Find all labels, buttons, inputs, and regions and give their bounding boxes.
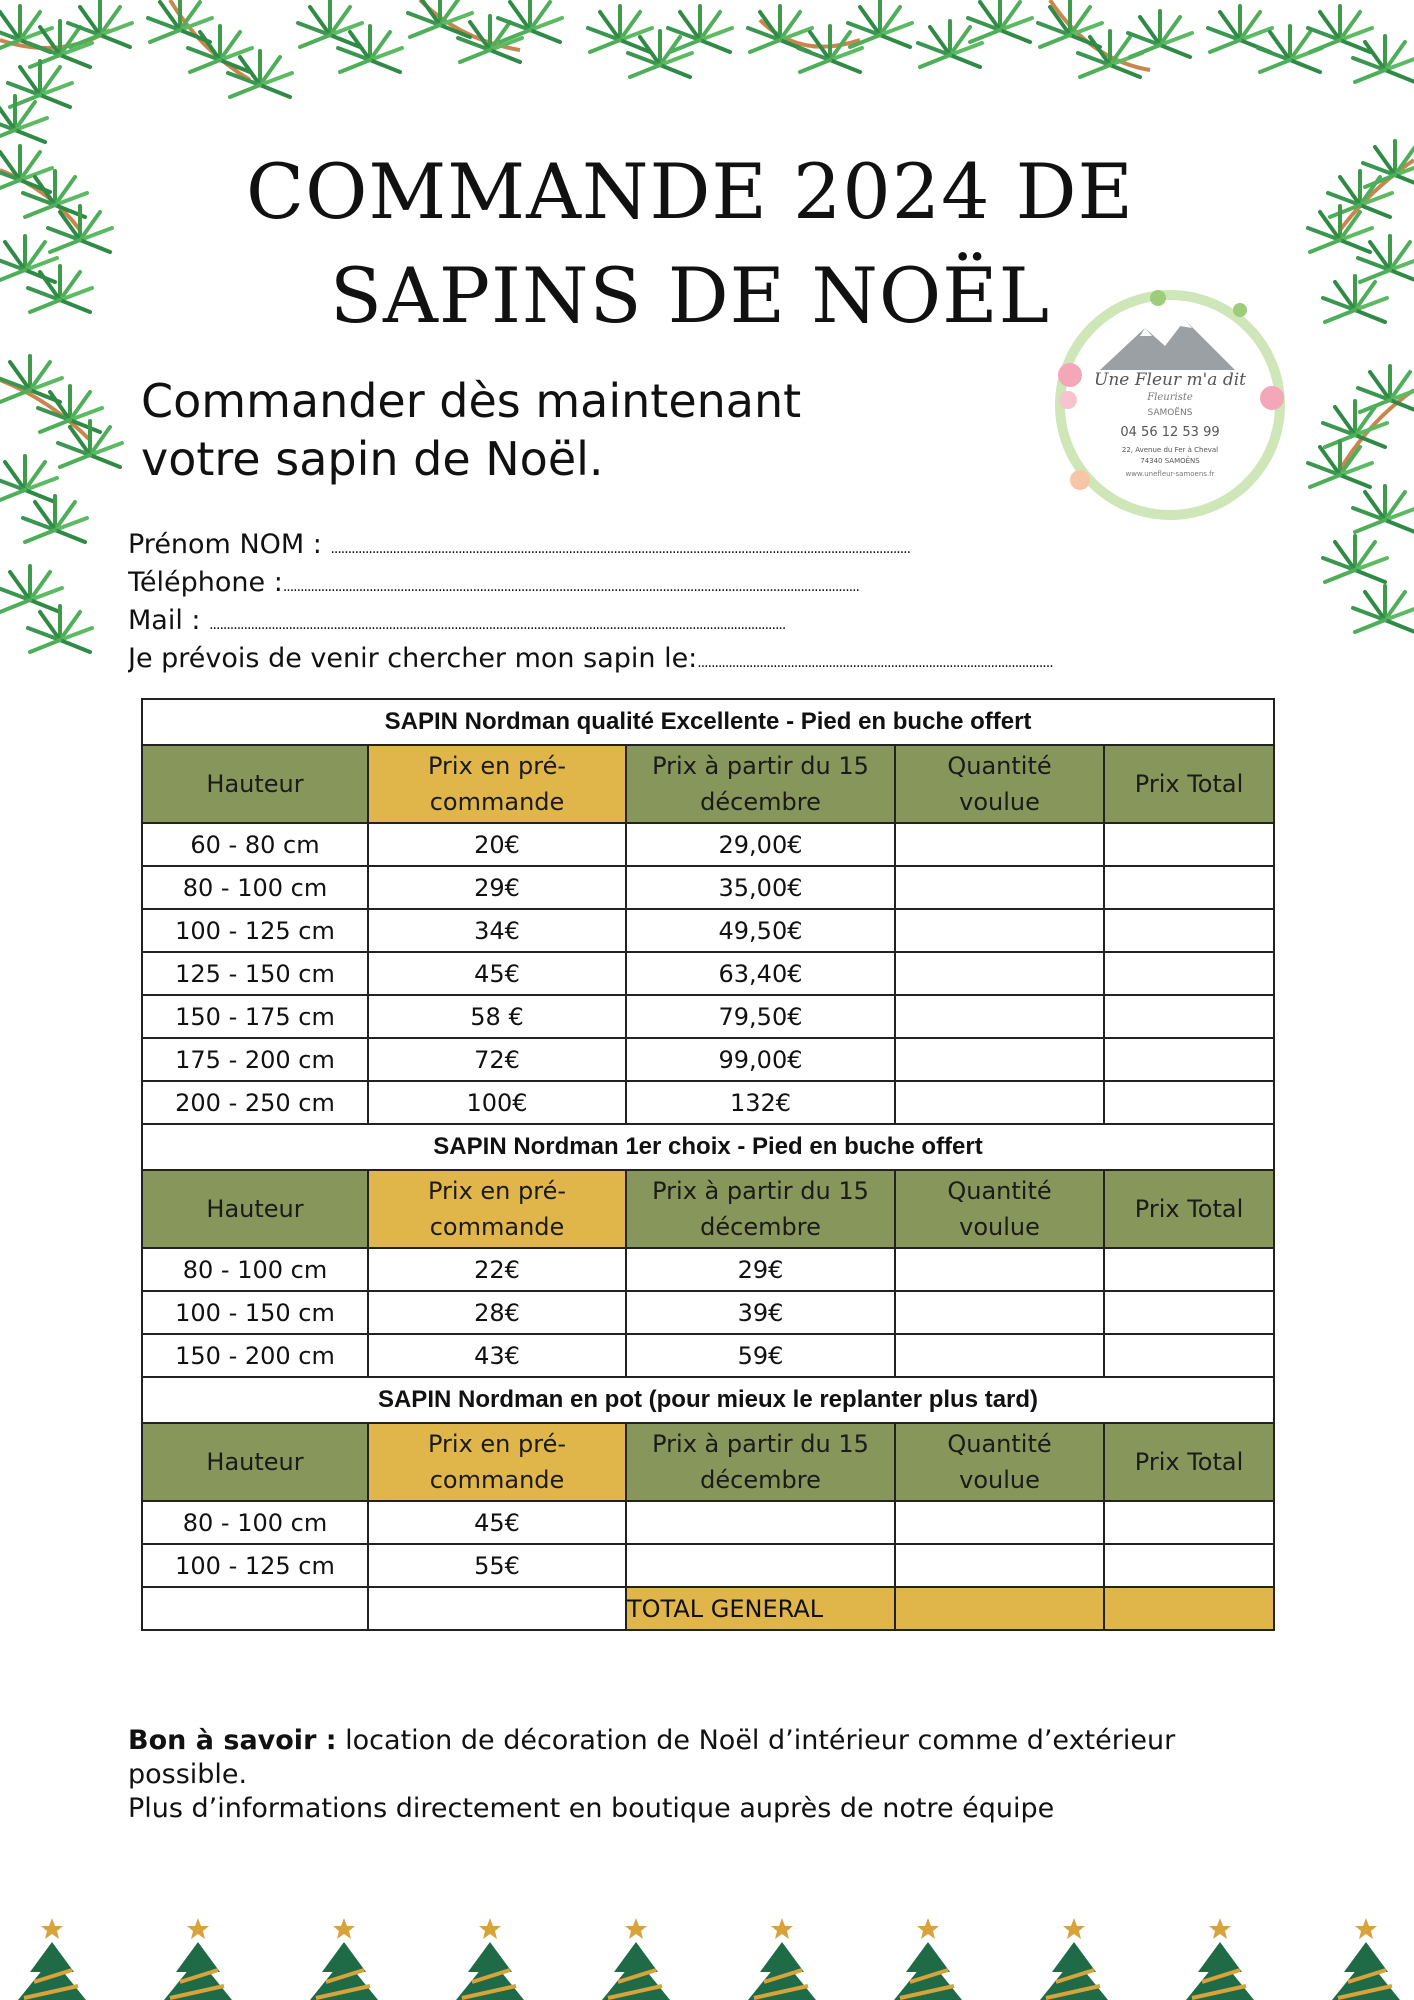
- christmas-tree-icon: [310, 1918, 378, 2000]
- row-total-cell[interactable]: [1104, 909, 1274, 952]
- grand-total-cell[interactable]: [1104, 1587, 1274, 1630]
- quantity-input-cell[interactable]: [895, 1081, 1104, 1124]
- column-header-preorder: Prix en pré- commande: [368, 1170, 626, 1248]
- table-row: [142, 1248, 1274, 1291]
- row-total-cell[interactable]: [1104, 1334, 1274, 1377]
- preorder-price-cell: 28€: [368, 1291, 626, 1334]
- empty-cell: [142, 1587, 368, 1630]
- tree-border-decoration: [0, 1910, 1414, 2000]
- table-row: [142, 995, 1274, 1038]
- total-label-cell: TOTAL GENERAL: [626, 1587, 895, 1630]
- preorder-price-cell: 45€: [368, 1501, 626, 1544]
- column-header-height: Hauteur: [142, 1423, 368, 1501]
- after-price-cell: 29€: [626, 1248, 895, 1291]
- quantity-input-cell[interactable]: [895, 1038, 1104, 1081]
- column-header-total: Prix Total: [1104, 1170, 1274, 1248]
- preorder-price-cell: 100€: [368, 1081, 626, 1124]
- subtitle-line-1: Commander dès maintenant: [141, 374, 802, 428]
- name-label: Prénom NOM :: [128, 529, 331, 560]
- height-cell: 80 - 100 cm: [142, 1501, 368, 1544]
- title-line-1: COMMANDE 2024 DE: [245, 147, 1135, 236]
- column-header-total: Prix Total: [1104, 745, 1274, 823]
- height-cell: 100 - 150 cm: [142, 1291, 368, 1334]
- table-row: [142, 1291, 1274, 1334]
- info-note: [128, 1724, 1278, 1826]
- after-price-cell: [626, 1501, 895, 1544]
- christmas-tree-icon: [894, 1918, 962, 2000]
- height-cell: 150 - 200 cm: [142, 1334, 368, 1377]
- price-table: [141, 698, 1275, 1631]
- section-title-row: [142, 1124, 1274, 1170]
- height-cell: 175 - 200 cm: [142, 1038, 368, 1081]
- height-cell: 80 - 100 cm: [142, 1248, 368, 1291]
- pickup-date-field[interactable]: Je prévois de venir chercher mon sapin le:.......................................................................................................: [128, 643, 1053, 674]
- table-row: [142, 909, 1274, 952]
- christmas-tree-icon: [164, 1918, 232, 2000]
- row-total-cell[interactable]: [1104, 1248, 1274, 1291]
- column-header-after: Prix à partir du 15 décembre: [626, 1423, 895, 1501]
- height-cell: 200 - 250 cm: [142, 1081, 368, 1124]
- logo-address-1: 22, Avenue du Fer à Cheval: [1121, 446, 1219, 454]
- total-spacer-cell: [895, 1587, 1104, 1630]
- preorder-price-cell: 29€: [368, 866, 626, 909]
- note-line-2: Plus d’informations directement en boutique auprès de notre équipe: [128, 1793, 1055, 1824]
- table-row: [142, 1038, 1274, 1081]
- logo-address-2: 74340 SAMOËNS: [1140, 457, 1200, 465]
- christmas-tree-icon: [18, 1918, 86, 2000]
- column-header-height: Hauteur: [142, 745, 368, 823]
- section-title: SAPIN Nordman 1er choix - Pied en buche offert: [142, 1124, 1274, 1170]
- logo-name: Une Fleur m'a dit: [1094, 370, 1246, 390]
- row-total-cell[interactable]: [1104, 1291, 1274, 1334]
- column-header-preorder: Prix en pré- commande: [368, 745, 626, 823]
- mail-field[interactable]: Mail : .......................................................................................................................................................................: [128, 605, 786, 636]
- row-total-cell[interactable]: [1104, 1081, 1274, 1124]
- row-total-cell[interactable]: [1104, 1501, 1274, 1544]
- grand-total-row: [142, 1587, 1274, 1630]
- column-header-row: [142, 745, 1274, 823]
- christmas-tree-icon: [748, 1918, 816, 2000]
- quantity-input-cell[interactable]: [895, 995, 1104, 1038]
- after-price-cell: 99,00€: [626, 1038, 895, 1081]
- quantity-input-cell[interactable]: [895, 1248, 1104, 1291]
- after-price-cell: 29,00€: [626, 823, 895, 866]
- christmas-tree-icon: [1332, 1918, 1400, 2000]
- quantity-input-cell[interactable]: [895, 952, 1104, 995]
- christmas-tree-icon: [1040, 1918, 1108, 2000]
- preorder-price-cell: 55€: [368, 1544, 626, 1587]
- section-title-row: [142, 699, 1274, 745]
- quantity-input-cell[interactable]: [895, 1544, 1104, 1587]
- note-text: location de décoration de Noël d’intérieur comme d’extérieur possible.: [128, 1725, 1176, 1790]
- after-price-cell: 79,50€: [626, 995, 895, 1038]
- preorder-price-cell: 34€: [368, 909, 626, 952]
- name-field[interactable]: Prénom NOM : ........................................................................................................................................................................: [128, 529, 911, 560]
- after-price-cell: 49,50€: [626, 909, 895, 952]
- section-title-row: [142, 1377, 1274, 1423]
- height-cell: 150 - 175 cm: [142, 995, 368, 1038]
- quantity-input-cell[interactable]: [895, 866, 1104, 909]
- quantity-input-cell[interactable]: [895, 823, 1104, 866]
- note-bold: Bon à savoir :: [128, 1725, 337, 1756]
- subtitle-line-2: votre sapin de Noël.: [141, 432, 604, 486]
- section-title: SAPIN Nordman qualité Excellente - Pied en buche offert: [142, 699, 1274, 745]
- preorder-price-cell: 22€: [368, 1248, 626, 1291]
- christmas-tree-icon: [602, 1918, 670, 2000]
- row-total-cell[interactable]: [1104, 1544, 1274, 1587]
- phone-label: Téléphone :: [128, 567, 283, 598]
- table-row: [142, 1081, 1274, 1124]
- after-price-cell: 132€: [626, 1081, 895, 1124]
- preorder-price-cell: 58 €: [368, 995, 626, 1038]
- row-total-cell[interactable]: [1104, 995, 1274, 1038]
- page-subtitle: [141, 372, 941, 488]
- after-price-cell: 39€: [626, 1291, 895, 1334]
- quantity-input-cell[interactable]: [895, 1334, 1104, 1377]
- florist-logo: [1040, 280, 1300, 530]
- column-header-row: [142, 1170, 1274, 1248]
- row-total-cell[interactable]: [1104, 823, 1274, 866]
- quantity-input-cell[interactable]: [895, 909, 1104, 952]
- table-row: [142, 823, 1274, 866]
- empty-cell: [368, 1587, 626, 1630]
- table-row: [142, 866, 1274, 909]
- table-row: [142, 1501, 1274, 1544]
- column-header-height: Hauteur: [142, 1170, 368, 1248]
- row-total-cell[interactable]: [1104, 1038, 1274, 1081]
- christmas-tree-icon: [456, 1918, 524, 2000]
- column-header-quantity: Quantité voulue: [895, 1170, 1104, 1248]
- title-line-2: SAPINS DE NOËL: [329, 251, 1051, 340]
- logo-town: SAMOËNS: [1147, 408, 1193, 418]
- after-price-cell: 35,00€: [626, 866, 895, 909]
- logo-phone: 04 56 12 53 99: [1120, 425, 1220, 440]
- quantity-input-cell[interactable]: [895, 1501, 1104, 1544]
- row-total-cell[interactable]: [1104, 866, 1274, 909]
- after-price-cell: [626, 1544, 895, 1587]
- row-total-cell[interactable]: [1104, 952, 1274, 995]
- column-header-quantity: Quantité voulue: [895, 745, 1104, 823]
- height-cell: 100 - 125 cm: [142, 1544, 368, 1587]
- column-header-quantity: Quantité voulue: [895, 1423, 1104, 1501]
- column-header-total: Prix Total: [1104, 1423, 1274, 1501]
- quantity-input-cell[interactable]: [895, 1291, 1104, 1334]
- logo-tagline: Fleuriste: [1147, 392, 1193, 403]
- phone-field[interactable]: Téléphone :.......................................................................................................................................................................: [128, 567, 859, 598]
- height-cell: 125 - 150 cm: [142, 952, 368, 995]
- table-row: [142, 1334, 1274, 1377]
- column-header-preorder: Prix en pré- commande: [368, 1423, 626, 1501]
- preorder-price-cell: 72€: [368, 1038, 626, 1081]
- column-header-after: Prix à partir du 15 décembre: [626, 745, 895, 823]
- preorder-price-cell: 20€: [368, 823, 626, 866]
- logo-website: www.unefleur-samoens.fr: [1125, 470, 1215, 478]
- height-cell: 100 - 125 cm: [142, 909, 368, 952]
- pickup-label: Je prévois de venir chercher mon sapin le:: [128, 643, 698, 674]
- after-price-cell: 59€: [626, 1334, 895, 1377]
- preorder-price-cell: 45€: [368, 952, 626, 995]
- height-cell: 60 - 80 cm: [142, 823, 368, 866]
- order-form: [128, 528, 1328, 680]
- table-row: [142, 1544, 1274, 1587]
- after-price-cell: 63,40€: [626, 952, 895, 995]
- height-cell: 80 - 100 cm: [142, 866, 368, 909]
- table-row: [142, 952, 1274, 995]
- column-header-row: [142, 1423, 1274, 1501]
- christmas-tree-icon: [1186, 1918, 1254, 2000]
- mail-label: Mail :: [128, 605, 210, 636]
- column-header-after: Prix à partir du 15 décembre: [626, 1170, 895, 1248]
- preorder-price-cell: 43€: [368, 1334, 626, 1377]
- section-title: SAPIN Nordman en pot (pour mieux le replanter plus tard): [142, 1377, 1274, 1423]
